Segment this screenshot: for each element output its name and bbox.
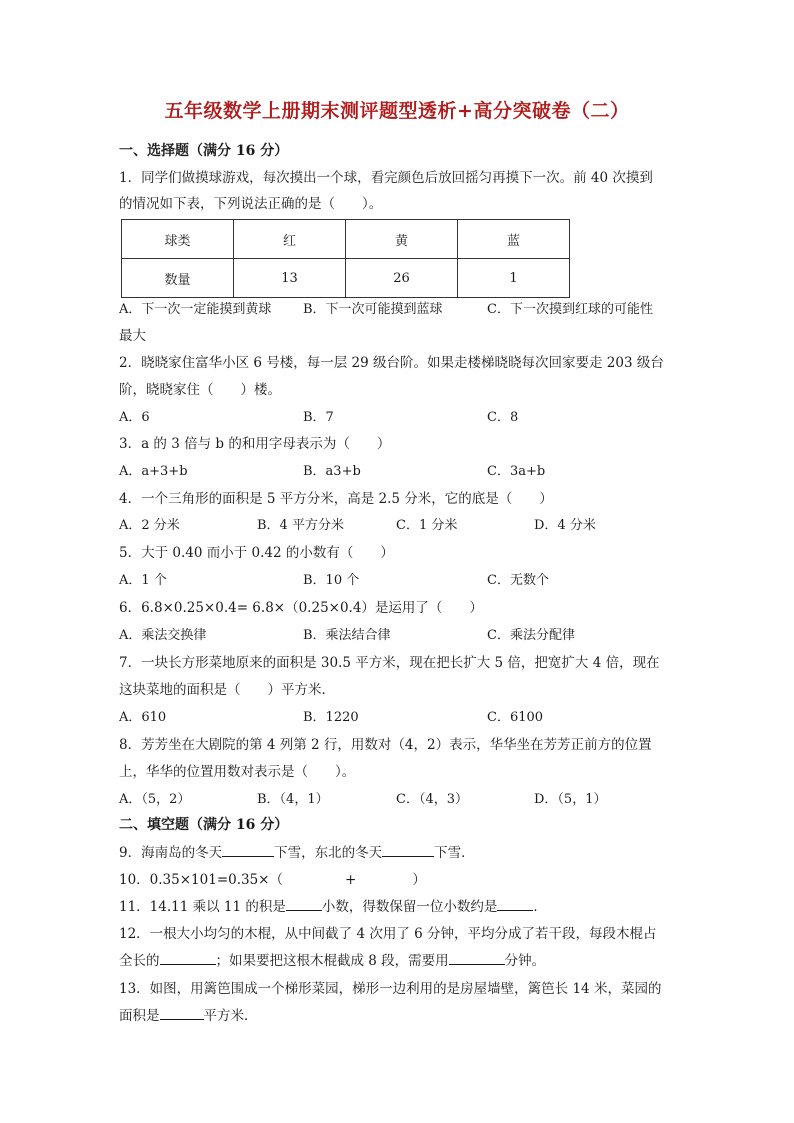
- answer-blank[interactable]: [160, 950, 216, 965]
- question-10: [119, 868, 426, 888]
- table-cell: 26: [346, 259, 458, 298]
- question-7-option-c: C．6100: [487, 710, 544, 725]
- question-8-option-a: A．（5，2）: [119, 792, 191, 807]
- section-heading-choice: 一、选择题（满分 16 分）: [119, 143, 289, 159]
- question-9-part-c: 下雪．: [434, 845, 475, 861]
- question-12-line-1: 12．一根大小均匀的木棍，从中间截了 4 次用了 6 分钟，平均分成了若干段，每段木棍占: [119, 926, 657, 942]
- question-8-option-c: C．（4，3）: [396, 792, 468, 807]
- question-5-option-b: B．10 个: [303, 573, 360, 588]
- ball-count-table: [121, 219, 570, 298]
- question-1-line-2: 的情况如下表，下列说法正确的是（ ）。: [119, 196, 383, 212]
- question-6-option-a: A．乘法交换律: [119, 628, 207, 643]
- question-2-option-b: B．7: [303, 410, 334, 425]
- question-6-option-c: C．乘法分配律: [487, 628, 575, 643]
- question-9-part-b: 下雪，东北的冬天: [274, 845, 383, 861]
- question-1-option-b: B．下一次可能摸到蓝球: [303, 302, 443, 317]
- question-10-part-c: ）: [412, 872, 426, 888]
- question-9-part-a: 9．海南岛的冬天: [119, 845, 223, 861]
- question-4-option-b: B．4 平方分米: [257, 518, 344, 533]
- answer-blank[interactable]: [222, 842, 274, 857]
- question-2-option-a: A．6: [119, 410, 150, 425]
- answer-blank[interactable]: [160, 1005, 204, 1020]
- question-11: [119, 895, 547, 915]
- question-11-part-c: ．: [533, 899, 547, 915]
- section-heading-fill: 二、填空题（满分 16 分）: [119, 817, 289, 833]
- table-header-cell: 黄: [346, 220, 458, 259]
- question-3-option-c: C．3a+b: [487, 464, 546, 479]
- question-13-part-b: 平方米．: [203, 1008, 258, 1024]
- question-12-part-c: 分钟。: [504, 953, 546, 969]
- question-13-line-1: 13．如图，用篱笆围成一个梯形菜园，梯形一边利用的是房屋墙壁，篱笆长 14 米，菜园的: [119, 981, 662, 997]
- question-1-option-a: A．下一次一定能摸到黄球: [119, 302, 272, 317]
- question-7-option-b: B．1220: [303, 710, 359, 725]
- answer-blank[interactable]: [449, 950, 505, 965]
- question-4-line-1: 4．一个三角形的面积是 5 平方分米，高是 2.5 分米，它的底是（ ）: [119, 491, 553, 507]
- answer-blank[interactable]: [286, 896, 322, 911]
- answer-blank[interactable]: [382, 842, 434, 857]
- question-5-option-a: A．1 个: [119, 573, 167, 588]
- question-4-option-c: C．1 分米: [396, 518, 458, 533]
- question-4-option-d: D．4 分米: [534, 518, 596, 533]
- question-12-part-a: 全长的: [119, 953, 160, 969]
- question-3-option-b: B．a3+b: [303, 464, 361, 479]
- question-2-line-1: 2．晓晓家住富华小区 6 号楼，每一层 29 级台阶。如果走楼梯晓晓每次回家要走 203 级台: [119, 355, 664, 371]
- question-6-option-b: B．乘法结合律: [303, 628, 391, 643]
- question-13-part-a: 面积是: [119, 1008, 160, 1024]
- question-7-line-2: 这块菜地的面积是（ ）平方米．: [119, 682, 335, 698]
- question-1-line-1: 1．同学们做摸球游戏，每次摸出一个球，看完颜色后放回摇匀再摸下一次。前 40 次摸到: [119, 170, 653, 186]
- answer-blank[interactable]: [497, 896, 533, 911]
- question-7-line-1: 7．一块长方形菜地原来的面积是 30.5 平方米，现在把长扩大 5 倍，把宽扩大 4 倍，现在: [119, 655, 660, 671]
- question-11-part-a: 11．14.11 乘以 11 的积是: [119, 899, 286, 915]
- table-header-row: [122, 220, 570, 259]
- question-6-line-1: 6．6.8×0.25×0.4= 6.8×（0.25×0.4）是运用了（ ）: [119, 600, 483, 616]
- question-10-plus: +: [345, 872, 357, 888]
- question-1-option-c: C．下一次摸到红球的可能性: [487, 302, 653, 317]
- table-cell: 数量: [122, 259, 234, 298]
- question-2-option-c: C．8: [487, 410, 519, 425]
- table-header-cell: 红: [234, 220, 346, 259]
- question-3-option-a: A．a+3+b: [119, 464, 188, 479]
- table-header-cell: 蓝: [458, 220, 570, 259]
- question-8-option-b: B．（4，1）: [257, 792, 329, 807]
- question-13-line-2: [119, 1004, 258, 1024]
- question-11-part-b: 小数，得数保留一位小数约是: [321, 899, 498, 915]
- question-10-part-a: 10．0.35×101=0.35×（: [119, 872, 283, 888]
- question-12-line-2: [119, 949, 545, 969]
- question-12-part-b: ；如果要把这根木棍截成 8 段，需要用: [215, 953, 449, 969]
- question-2-line-2: 阶，晓晓家住（ ）楼。: [119, 382, 281, 398]
- table-row: [122, 259, 570, 298]
- question-1-option-c-cont: 最大: [119, 328, 146, 344]
- question-8-option-d: D．（5，1）: [534, 792, 607, 807]
- question-9: [119, 841, 475, 861]
- question-5-line-1: 5．大于 0.40 而小于 0.42 的小数有（ ）: [119, 545, 394, 561]
- question-8-line-2: 上，华华的位置用数对表示是（ ）。: [119, 764, 356, 780]
- question-7-option-a: A．610: [119, 710, 167, 725]
- question-5-option-c: C．无数个: [487, 573, 549, 588]
- table-cell: 13: [234, 259, 346, 298]
- question-8-line-1: 8．芳芳坐在大剧院的第 4 列第 2 行，用数对（4，2）表示，华华坐在芳芳正前方的位置: [119, 737, 652, 753]
- page-title: 五年级数学上册期末测评题型透析+高分突破卷（二）: [164, 100, 630, 122]
- table-cell: 1: [458, 259, 570, 298]
- question-4-option-a: A．2 分米: [119, 518, 180, 533]
- question-3-line-1: 3．a 的 3 倍与 b 的和用字母表示为（ ）: [119, 436, 391, 452]
- table-header-cell: 球类: [122, 220, 234, 259]
